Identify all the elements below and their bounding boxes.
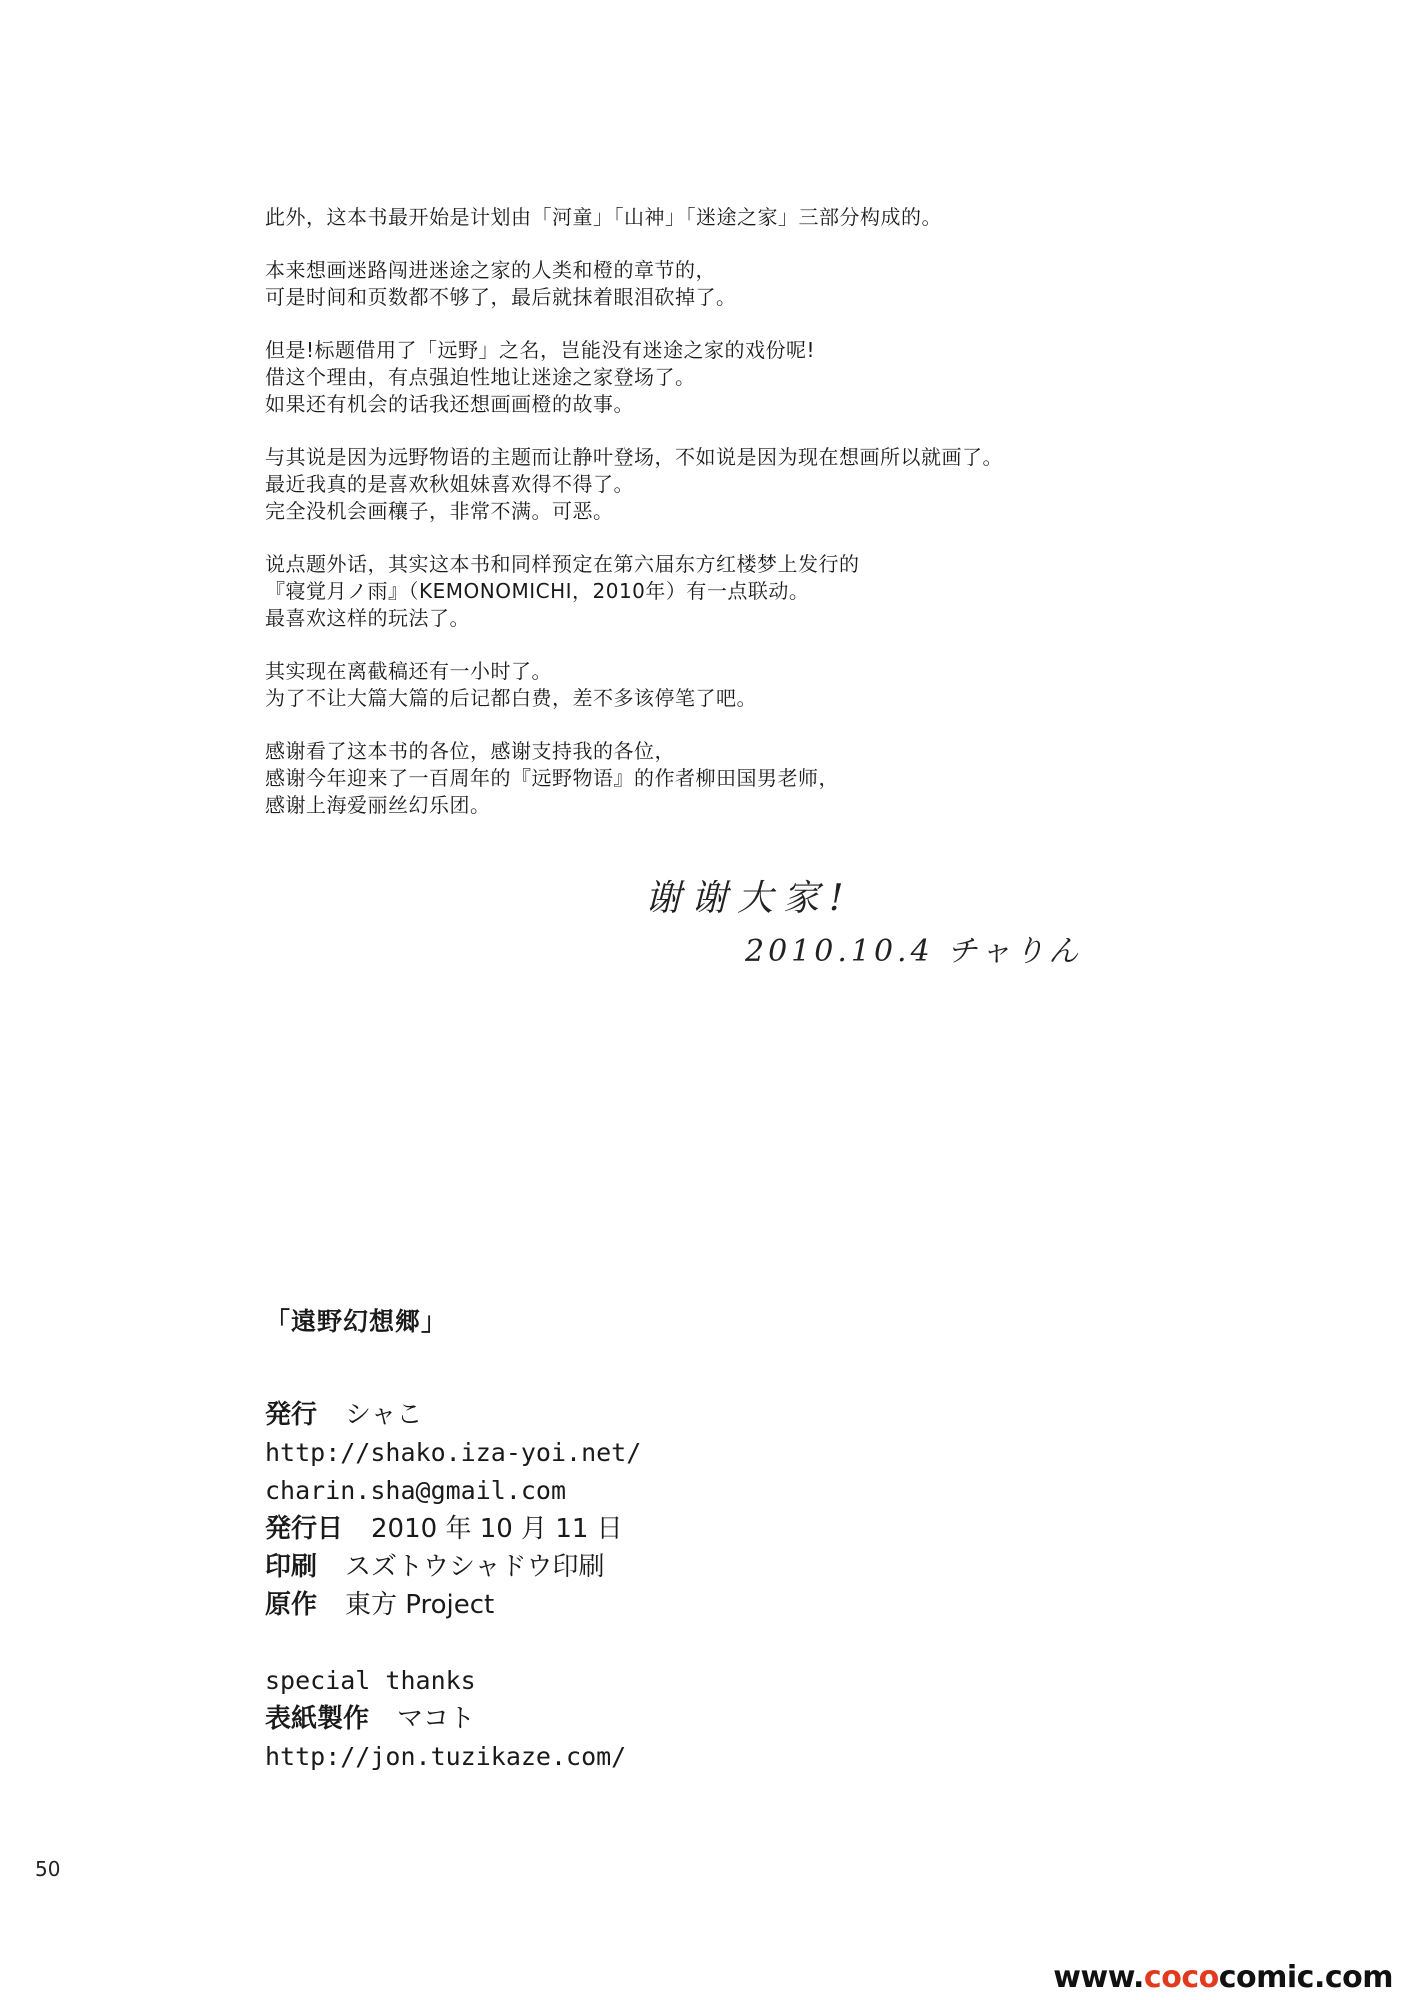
print-label: 印刷 <box>265 1552 318 1582</box>
paragraph <box>265 444 1265 525</box>
text-line: 『寝覚月ノ雨』（KEMONOMICHI，2010年）有一点联动。 <box>265 579 810 603</box>
paragraph <box>265 658 1265 712</box>
date-value: 2010 年 10 月 11 日 <box>371 1514 623 1544</box>
original-value: 東方 Project <box>345 1590 495 1620</box>
watermark-suffix: comic.com <box>1218 1960 1393 1995</box>
paragraph <box>265 337 1265 418</box>
publisher-email: charin.sha@gmail.com <box>265 1476 567 1505</box>
signature-thanks: 谢谢大家! <box>645 878 854 919</box>
cover-value: マコト <box>397 1704 476 1734</box>
colophon <box>265 1302 1065 1776</box>
site-watermark <box>1053 1960 1393 1995</box>
original-row <box>265 1586 1065 1624</box>
text-line: 可是时间和页数都不够了，最后就抹着眼泪砍掉了。 <box>265 285 737 309</box>
text-line: 与其说是因为远野物语的主题而让静叶登场，不如说是因为现在想画所以就画了。 <box>265 445 1003 469</box>
cover-row <box>265 1700 1065 1738</box>
original-label: 原作 <box>265 1590 318 1620</box>
text-line: 如果还有机会的话我还想画画橙的故事。 <box>265 392 634 416</box>
text-line: 最喜欢这样的玩法了。 <box>265 606 470 630</box>
paragraph <box>265 204 1265 231</box>
text-line: 其实现在离截稿还有一小时了。 <box>265 659 552 683</box>
watermark-prefix: www. <box>1053 1960 1144 1995</box>
date-row <box>265 1510 1065 1548</box>
text-line: 说点题外话，其实这本书和同样预定在第六届东方红楼梦上发行的 <box>265 552 860 576</box>
cover-url: http://jon.tuzikaze.com/ <box>265 1742 627 1771</box>
publisher-label: 発行 <box>265 1400 318 1430</box>
text-line: 感谢今年迎来了一百周年的『远野物语』的作者柳田国男老师， <box>265 766 839 790</box>
handwritten-signature <box>640 870 1160 980</box>
text-line: 本来想画迷路闯进迷途之家的人类和橙的章节的， <box>265 258 716 282</box>
text-line: 此外，这本书最开始是计划由「河童」「山神」「迷途之家」三部分构成的。 <box>265 205 942 229</box>
text-line: 为了不让大篇大篇的后记都白费，差不多该停笔了吧。 <box>265 686 757 710</box>
text-line: 感谢看了这本书的各位，感谢支持我的各位， <box>265 739 675 763</box>
text-line: 感谢上海爱丽丝幻乐团。 <box>265 793 491 817</box>
text-line: 完全没机会画穰子，非常不满。可恶。 <box>265 499 614 523</box>
signature-date-author: 2010.10.4 チャりん <box>745 934 1083 969</box>
paragraph <box>265 551 1265 632</box>
publisher-value: シャこ <box>345 1400 423 1430</box>
text-line: 借这个理由，有点强迫性地让迷途之家登场了。 <box>265 365 696 389</box>
publisher-url: http://shako.iza-yoi.net/ <box>265 1438 642 1467</box>
print-value: スズトウシャドウ印刷 <box>345 1552 605 1582</box>
text-line: 最近我真的是喜欢秋姐妹喜欢得不得了。 <box>265 472 634 496</box>
print-row <box>265 1548 1065 1586</box>
book-title: 「遠野幻想郷」 <box>265 1307 448 1336</box>
spacer <box>265 1624 1065 1662</box>
paragraph <box>265 738 1265 819</box>
text-line: 但是!标题借用了「远野」之名，岂能没有迷途之家的戏份呢! <box>265 338 816 362</box>
publisher-row <box>265 1396 1065 1434</box>
cover-label: 表紙製作 <box>265 1704 370 1734</box>
paragraph <box>265 257 1265 311</box>
afterword-text <box>265 204 1265 845</box>
thanks-heading: special thanks <box>265 1666 476 1695</box>
watermark-brand: coco <box>1143 1960 1219 1995</box>
date-label: 発行日 <box>265 1514 344 1544</box>
page-number: 50 <box>35 1857 61 1881</box>
